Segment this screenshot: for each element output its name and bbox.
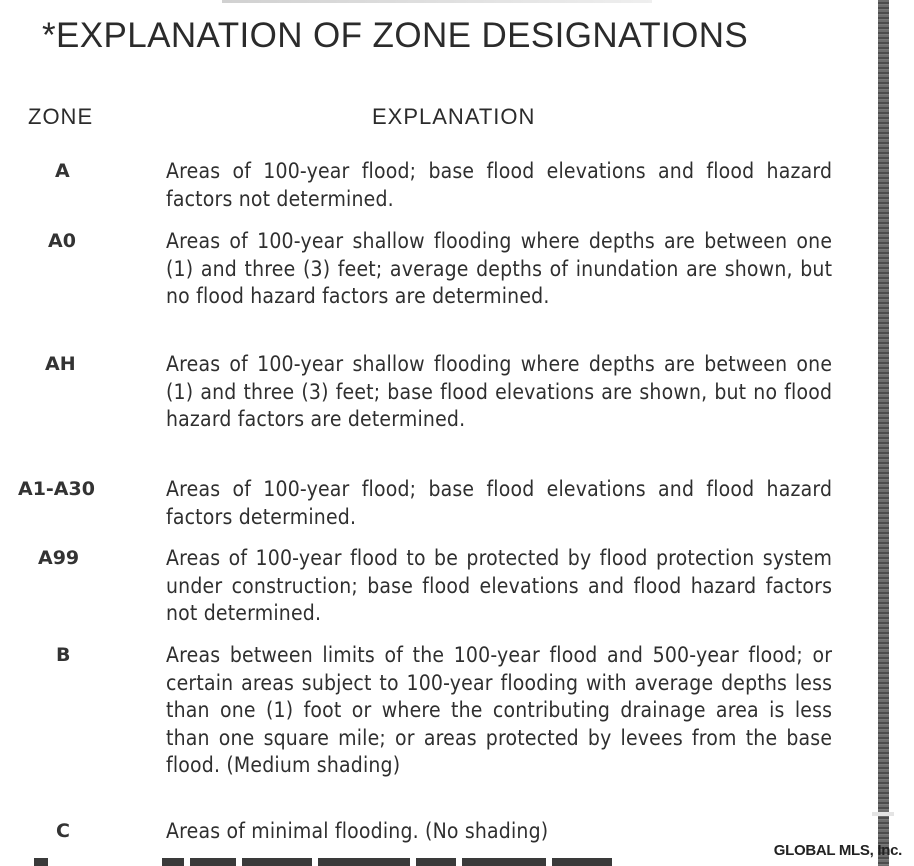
column-header-explanation: EXPLANATION [372,104,536,129]
scanned-page-edge-rule [878,0,889,866]
zone-code: A0 [48,230,76,252]
zone-explanation: Areas of 100-year shallow flooding where depths are between one (1) and three (3) feet; average depths of inundation are shown, but no flood hazard factors are determined. [166,229,833,309]
zone-explanation: Areas of minimal flooding. (No shading) [166,819,549,844]
zone-code: C [56,820,70,842]
rule-gap [872,812,894,816]
watermark-label: GLOBAL MLS, Inc. [773,842,902,859]
zone-code: A1-A30 [18,478,95,500]
top-rule-fragment [222,0,652,3]
zone-explanation: Areas of 100-year flood; base flood elevations and flood hazard factors determined. [166,477,833,530]
zone-explanation: Areas of 100-year flood to be protected by flood protection system under construction; base flood elevations and flood hazard factors not determined. [166,546,833,626]
page-title: *EXPLANATION OF ZONE DESIGNATIONS [42,16,749,55]
cut-off-next-row [34,858,834,866]
zone-code: A [55,160,70,182]
column-header-zone: ZONE [28,104,94,129]
zone-code: B [56,644,71,666]
zone-explanation: Areas of 100-year shallow flooding where depths are between one (1) and three (3) feet; base flood elevations are shown, but no flood hazard factors are determined. [166,352,833,432]
zone-explanation: Areas of 100-year flood; base flood elevations and flood hazard factors not determined. [166,159,833,212]
zone-code: AH [45,353,76,375]
zone-explanation: Areas between limits of the 100-year flood and 500-year flood; or certain areas subject to 100-year flooding with average depths less than one (1) foot or where the contributing drainage area is less than one square mile; or areas protected by levees from the base flood. (Medium shading) [166,643,833,778]
zone-code: A99 [38,547,80,569]
